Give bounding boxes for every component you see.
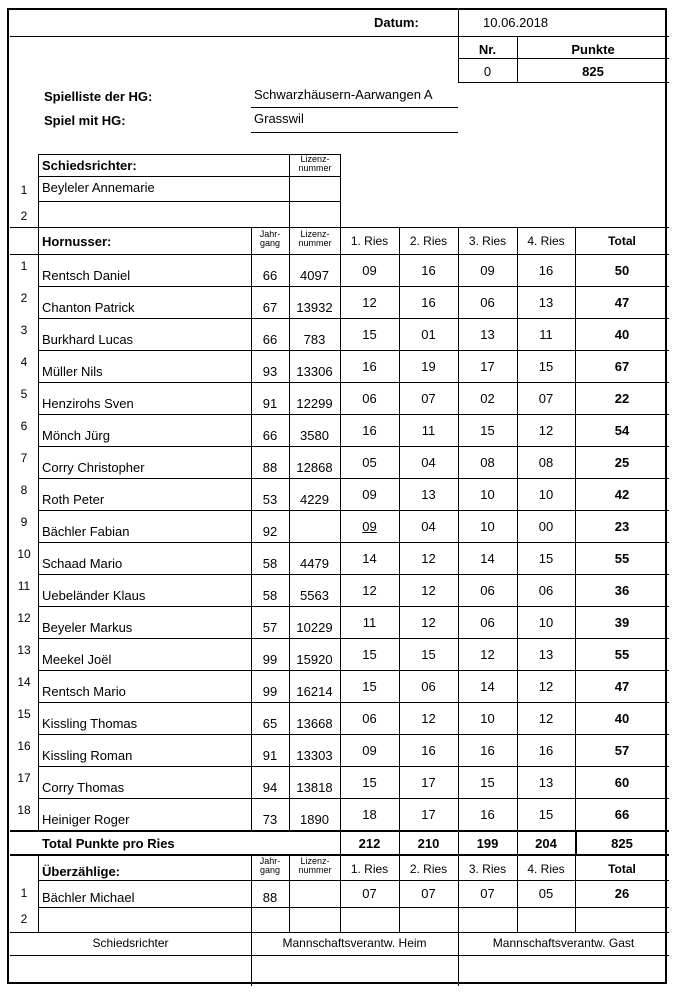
extras-label: Überzählige: <box>42 864 121 879</box>
player-ries2: 17 <box>421 807 436 822</box>
player-lizenz: 16214 <box>296 684 333 699</box>
grid-line <box>251 227 252 830</box>
player-name: Henzirohs Sven <box>42 396 134 411</box>
col-ries4: 4. Ries <box>527 234 565 248</box>
player-ries3: 10 <box>480 519 495 534</box>
player-ries1: 06 <box>362 711 377 726</box>
player-jahrgang: 58 <box>262 556 278 571</box>
player-total: 42 <box>614 487 630 502</box>
player-ries1: 09 <box>362 487 377 502</box>
totals-ries4: 204 <box>535 836 557 851</box>
player-total: 60 <box>614 775 630 790</box>
player-ries2: 13 <box>421 487 436 502</box>
player-total: 36 <box>614 583 630 598</box>
player-ries4: 16 <box>538 743 554 758</box>
player-jahrgang: 91 <box>262 396 278 411</box>
player-number: 17 <box>17 771 31 785</box>
player-ries4: 12 <box>538 423 554 438</box>
player-ries2: 16 <box>421 295 436 310</box>
player-total: 47 <box>614 295 630 310</box>
extra-ries3: 07 <box>480 886 495 901</box>
player-name: Uebeländer Klaus <box>42 588 146 603</box>
player-total: 67 <box>614 359 630 374</box>
game-sheet <box>7 8 667 984</box>
player-ries1: 15 <box>362 647 377 662</box>
player-number: 18 <box>17 803 31 817</box>
player-number: 2 <box>20 291 28 305</box>
player-ries4: 06 <box>538 583 554 598</box>
player-jahrgang: 57 <box>262 620 278 635</box>
totals-label: Total Punkte pro Ries <box>42 836 175 851</box>
player-total: 57 <box>614 743 630 758</box>
player-ries2: 11 <box>421 423 436 438</box>
player-lizenz: 4229 <box>300 492 329 507</box>
grid-line <box>340 227 341 830</box>
extra-number: 1 <box>20 886 28 900</box>
grid-line <box>10 955 669 956</box>
player-total: 22 <box>614 391 630 406</box>
player-number: 9 <box>20 515 28 529</box>
player-ries4: 13 <box>538 647 554 662</box>
player-jahrgang: 53 <box>262 492 278 507</box>
player-jahrgang: 66 <box>262 428 278 443</box>
player-name: Schaad Mario <box>42 556 123 571</box>
player-total: 39 <box>614 615 630 630</box>
grid-line <box>289 227 290 830</box>
extra-number: 2 <box>20 912 28 926</box>
player-number: 4 <box>20 355 28 369</box>
player-jahrgang: 66 <box>262 268 278 283</box>
player-ries4: 08 <box>538 455 554 470</box>
player-ries2: 12 <box>421 551 436 566</box>
player-ries4: 07 <box>538 391 554 406</box>
player-number: 12 <box>17 611 31 625</box>
player-ries3: 14 <box>480 679 495 694</box>
punkte-label: Punkte <box>571 42 615 57</box>
player-ries3: 09 <box>480 263 495 278</box>
col-lizenz: Lizenz-nummer <box>298 229 332 248</box>
grid-line <box>458 58 669 59</box>
player-jahrgang: 99 <box>262 684 278 699</box>
player-ries3: 06 <box>480 583 495 598</box>
punkte-value: 825 <box>582 64 604 79</box>
player-name: Rentsch Daniel <box>42 268 131 283</box>
player-ries4: 15 <box>538 551 554 566</box>
player-name: Mönch Jürg <box>42 428 110 443</box>
grid-line <box>10 36 669 37</box>
grid-line <box>289 154 290 227</box>
nr-label: Nr. <box>478 42 497 57</box>
signature-heim: Mannschaftsverantw. Heim <box>282 936 427 950</box>
player-ries4: 10 <box>538 487 554 502</box>
player-ries1: 15 <box>362 679 377 694</box>
player-ries3: 06 <box>480 615 495 630</box>
player-ries1: 14 <box>362 551 377 566</box>
grid-line <box>340 154 341 227</box>
col-ries1: 1. Ries <box>350 234 389 248</box>
player-total: 40 <box>614 327 630 342</box>
player-ries4: 00 <box>538 519 554 534</box>
player-ries4: 11 <box>539 327 553 342</box>
player-ries2: 19 <box>421 359 436 374</box>
player-ries1: 12 <box>362 583 377 598</box>
player-ries4: 10 <box>538 615 554 630</box>
player-lizenz: 10229 <box>296 620 333 635</box>
player-ries4: 16 <box>538 263 554 278</box>
col-ries2: 2. Ries <box>409 234 448 248</box>
player-ries3: 15 <box>480 775 495 790</box>
player-ries4: 15 <box>538 807 554 822</box>
player-jahrgang: 88 <box>262 460 278 475</box>
player-ries4: 12 <box>538 679 554 694</box>
player-lizenz: 13818 <box>296 780 333 795</box>
player-ries2: 16 <box>421 263 436 278</box>
grid-line <box>38 201 340 202</box>
player-ries3: 14 <box>480 551 495 566</box>
referee-number: 1 <box>20 183 28 197</box>
player-ries3: 10 <box>480 487 495 502</box>
player-name: Heiniger Roger <box>42 812 130 827</box>
hornusser-label: Hornusser: <box>42 234 112 249</box>
player-name: Beyeler Markus <box>42 620 133 635</box>
player-ries4: 13 <box>538 295 554 310</box>
totals-ries1: 212 <box>358 836 381 851</box>
player-lizenz: 15920 <box>296 652 333 667</box>
player-name: Chanton Patrick <box>42 300 135 315</box>
player-lizenz: 12868 <box>296 460 333 475</box>
referee-name: Beyleler Annemarie <box>42 180 155 195</box>
player-ries2: 15 <box>421 647 436 662</box>
player-total: 40 <box>614 711 630 726</box>
spiel-mit-label: Spiel mit HG: <box>44 113 126 128</box>
player-total: 47 <box>614 679 630 694</box>
player-name: Müller Nils <box>42 364 103 379</box>
player-ries4: 12 <box>538 711 554 726</box>
grid-line <box>458 82 669 83</box>
grid-line <box>251 132 458 133</box>
player-ries1: 12 <box>362 295 377 310</box>
player-name: Kissling Thomas <box>42 716 138 731</box>
player-ries1: 18 <box>362 807 377 822</box>
player-number: 14 <box>17 675 31 689</box>
grid-line <box>517 227 518 830</box>
player-total: 55 <box>614 647 630 662</box>
player-ries2: 07 <box>421 391 436 406</box>
player-name: Kissling Roman <box>42 748 133 763</box>
signature-gast: Mannschaftsverantw. Gast <box>492 936 635 950</box>
spielliste-value: Schwarzhäusern-Aarwangen A <box>254 87 433 102</box>
grid-line <box>38 154 39 227</box>
spiel-mit-value: Grasswil <box>254 111 304 126</box>
datum-value: 10.06.2018 <box>483 15 549 30</box>
player-ries1: 09 <box>362 743 377 758</box>
player-jahrgang: 58 <box>262 588 278 603</box>
player-ries3: 16 <box>480 743 495 758</box>
player-ries1: 11 <box>362 615 377 630</box>
player-name: Meekel Joël <box>42 652 112 667</box>
referees-label: Schiedsrichter: <box>42 158 137 173</box>
player-jahrgang: 92 <box>262 524 278 539</box>
player-ries1: 05 <box>362 455 377 470</box>
extra-ries2: 07 <box>421 886 436 901</box>
player-jahrgang: 67 <box>262 300 278 315</box>
player-ries3: 12 <box>480 647 495 662</box>
player-ries4: 13 <box>538 775 554 790</box>
player-ries1: 09 <box>362 263 377 278</box>
player-ries1: 09 <box>362 519 377 534</box>
signature-schiedsrichter: Schiedsrichter <box>92 936 169 950</box>
player-ries3: 10 <box>480 711 495 726</box>
extras-col-ries4: 4. Ries <box>527 862 565 876</box>
player-number: 5 <box>20 387 28 401</box>
player-lizenz: 3580 <box>300 428 329 443</box>
player-ries1: 15 <box>362 775 377 790</box>
extra-ries4: 05 <box>538 886 554 901</box>
player-jahrgang: 66 <box>262 332 278 347</box>
grid-line <box>289 854 290 932</box>
player-ries1: 16 <box>362 359 377 374</box>
player-name: Corry Thomas <box>42 780 125 795</box>
player-lizenz: 13932 <box>296 300 333 315</box>
extras-col-ries3: 3. Ries <box>468 862 507 876</box>
player-jahrgang: 93 <box>262 364 278 379</box>
player-total: 55 <box>614 551 630 566</box>
player-ries2: 12 <box>421 615 436 630</box>
player-ries2: 06 <box>421 679 436 694</box>
totals-ries2: 210 <box>417 836 440 851</box>
player-name: Burkhard Lucas <box>42 332 134 347</box>
extra-total: 26 <box>614 886 630 901</box>
player-jahrgang: 94 <box>262 780 278 795</box>
player-lizenz: 12299 <box>296 396 333 411</box>
player-number: 10 <box>17 547 31 561</box>
player-ries2: 04 <box>421 519 436 534</box>
player-total: 25 <box>614 455 630 470</box>
player-total: 66 <box>614 807 630 822</box>
extras-col-total: Total <box>608 862 636 876</box>
player-number: 13 <box>17 643 31 657</box>
player-ries3: 15 <box>480 423 495 438</box>
grid-line <box>458 227 459 830</box>
grid-line <box>38 854 39 932</box>
player-lizenz: 1890 <box>300 812 329 827</box>
referee-lizenz-header: Lizenz-nummer <box>298 154 332 173</box>
player-jahrgang: 91 <box>262 748 278 763</box>
grid-line <box>399 227 400 830</box>
player-ries1: 06 <box>362 391 377 406</box>
referee-number: 2 <box>20 209 28 223</box>
col-jahrgang: Jahr-gang <box>259 229 281 248</box>
player-lizenz: 4097 <box>300 268 329 283</box>
player-number: 7 <box>20 451 28 465</box>
extra-name: Bächler Michael <box>42 890 135 905</box>
player-ries3: 17 <box>480 359 495 374</box>
player-name: Bächler Fabian <box>42 524 130 539</box>
player-ries1: 15 <box>362 327 377 342</box>
player-ries3: 13 <box>480 327 495 342</box>
player-jahrgang: 99 <box>262 652 278 667</box>
player-lizenz: 783 <box>303 332 326 347</box>
player-name: Roth Peter <box>42 492 105 507</box>
player-name: Rentsch Mario <box>42 684 126 699</box>
player-ries1: 16 <box>362 423 377 438</box>
player-ries2: 12 <box>421 711 436 726</box>
totals-ries3: 199 <box>476 836 499 851</box>
player-ries2: 01 <box>421 327 436 342</box>
player-number: 6 <box>20 419 28 433</box>
player-total: 54 <box>614 423 630 438</box>
player-ries3: 06 <box>480 295 495 310</box>
extras-col-lizenz: Lizenz-nummer <box>298 856 332 875</box>
player-ries3: 08 <box>480 455 495 470</box>
player-lizenz: 4479 <box>300 556 329 571</box>
player-ries3: 16 <box>480 807 495 822</box>
extras-col-ries2: 2. Ries <box>409 862 448 876</box>
player-name: Corry Christopher <box>42 460 145 475</box>
grid-line <box>38 176 340 177</box>
player-ries2: 16 <box>421 743 436 758</box>
player-number: 3 <box>20 323 28 337</box>
extra-jahrgang: 88 <box>262 890 278 905</box>
player-ries2: 04 <box>421 455 436 470</box>
player-lizenz: 13668 <box>296 716 333 731</box>
player-number: 16 <box>17 739 31 753</box>
col-total: Total <box>608 234 636 248</box>
player-ries3: 02 <box>480 391 495 406</box>
player-total: 23 <box>614 519 630 534</box>
player-ries4: 15 <box>538 359 554 374</box>
player-number: 15 <box>17 707 31 721</box>
col-ries3: 3. Ries <box>468 234 507 248</box>
grid-line <box>10 932 669 933</box>
player-lizenz: 13306 <box>296 364 333 379</box>
player-ries2: 12 <box>421 583 436 598</box>
player-jahrgang: 65 <box>262 716 278 731</box>
nr-value: 0 <box>483 64 492 79</box>
player-jahrgang: 73 <box>262 812 278 827</box>
extras-col-jahrgang: Jahr-gang <box>259 856 281 875</box>
player-number: 11 <box>17 579 31 593</box>
extras-col-ries1: 1. Ries <box>350 862 389 876</box>
grid-line <box>251 107 458 108</box>
datum-label: Datum: <box>374 15 419 30</box>
grid-line <box>575 227 576 830</box>
player-number: 1 <box>20 259 28 273</box>
player-ries2: 17 <box>421 775 436 790</box>
spielliste-label: Spielliste der HG: <box>44 89 153 104</box>
player-lizenz: 13303 <box>296 748 333 763</box>
player-lizenz: 5563 <box>300 588 329 603</box>
player-total: 50 <box>614 263 630 278</box>
grid-line <box>38 227 39 830</box>
extra-ries1: 07 <box>362 886 377 901</box>
totals-total: 825 <box>611 836 633 851</box>
player-number: 8 <box>20 483 28 497</box>
